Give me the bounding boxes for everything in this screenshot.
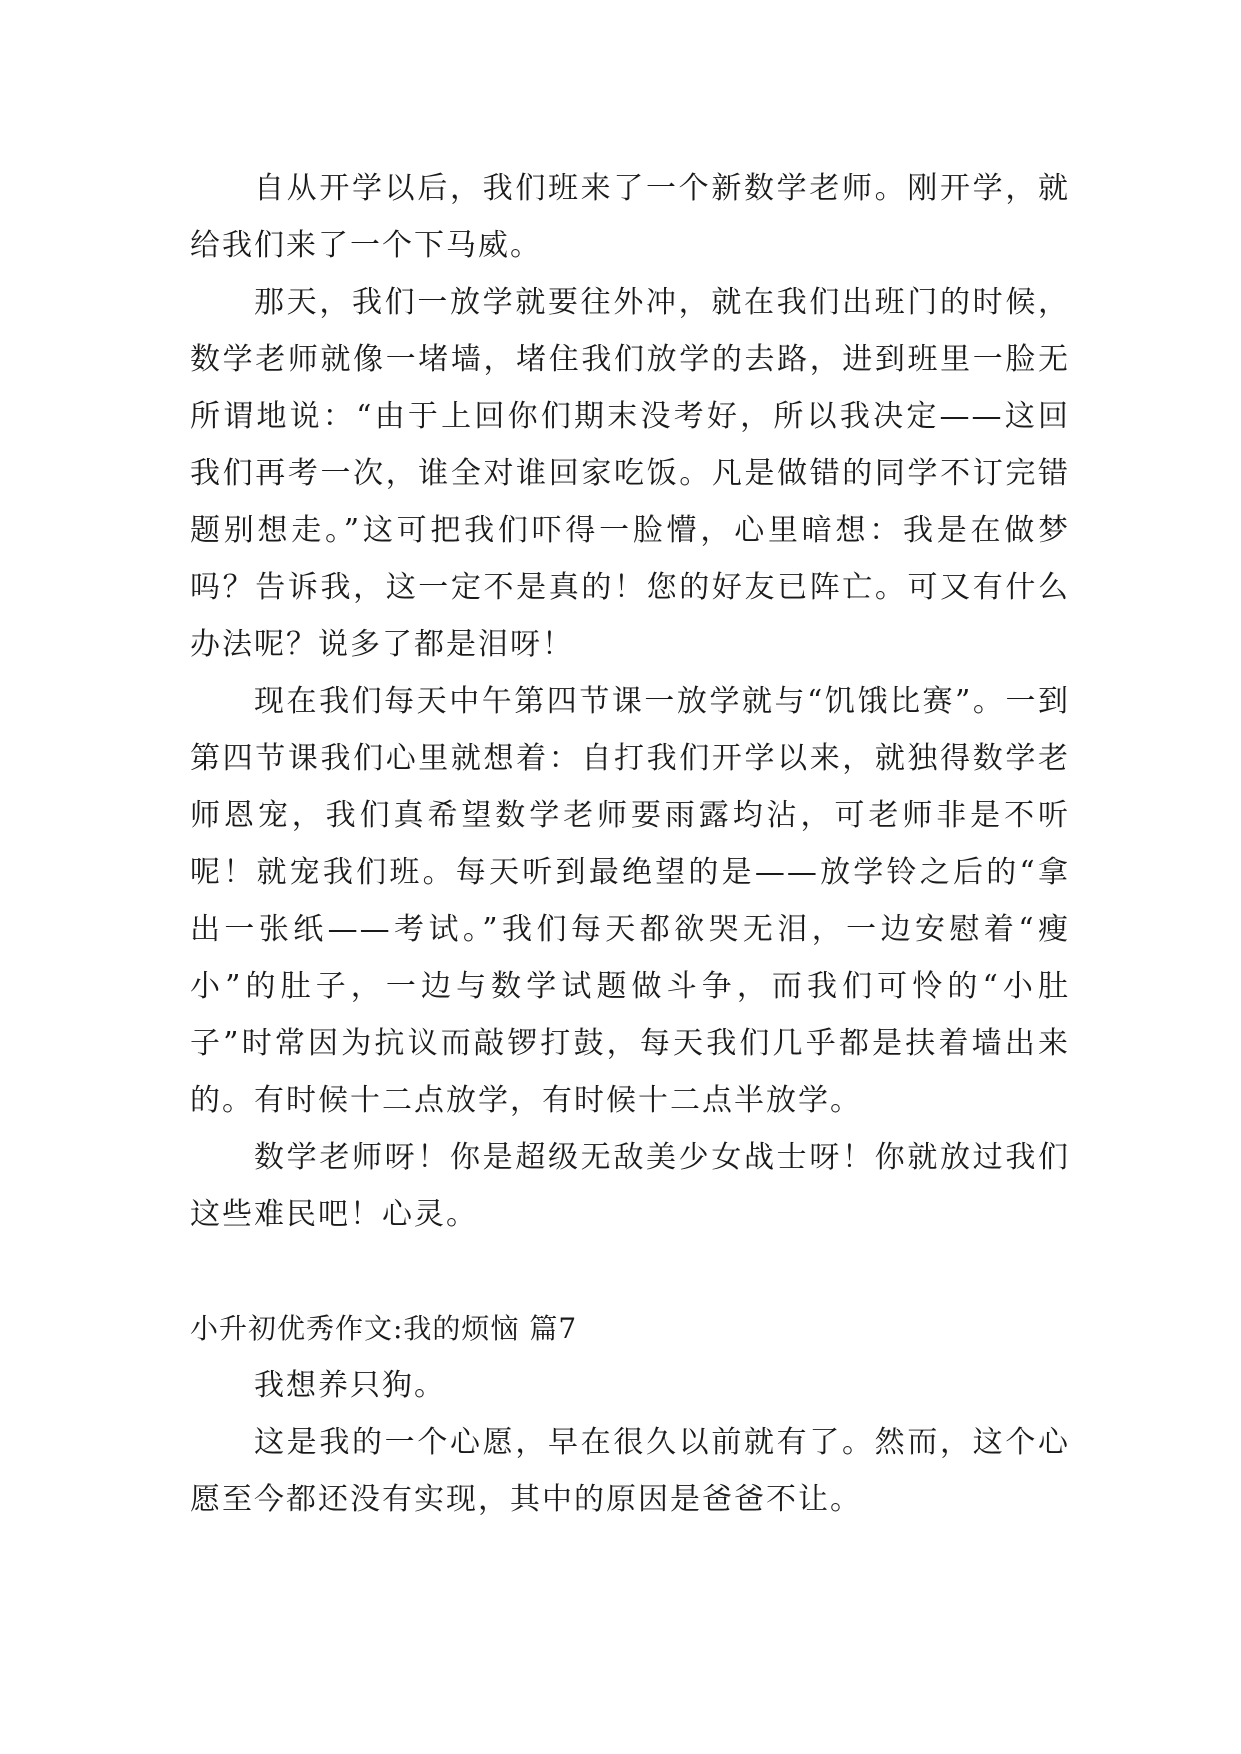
paragraph: 这是我的一个心愿，早在很久以前就有了。然而，这个心愿至今都还没有实现，其中的原因是爸爸不让。 <box>190 1425 1070 1517</box>
paragraph: 我想养只狗。 <box>254 1368 446 1403</box>
section-spacer <box>190 1243 1070 1300</box>
text-column <box>190 160 1070 1528</box>
paragraph: 现在我们每天中午第四节课一放学就与“饥饿比赛”。一到第四节课我们心里就想着：自打我们开学以来，就独得数学老师恩宠，我们真希望数学老师要雨露均沾，可老师非是不听呢！就宠我们班。每天听到最绝望的是——放学铃之后的“拿出一张纸——考试。”我们每天都欲哭无泪，一边安慰着“瘦小”的肚子，一边与数学试题做斗争，而我们可怜的“小肚子”时常因为抗议而敲锣打鼓，每天我们几乎都是扶着墙出来的。有时候十二点放学，有时候十二点半放学。 <box>190 684 1070 1118</box>
paragraph: 数学老师呀！你是超级无敌美少女战士呀！你就放过我们这些难民吧！心灵。 <box>190 1140 1070 1232</box>
paragraph: 自从开学以后，我们班来了一个新数学老师。刚开学，就给我们来了一个下马威。 <box>190 171 1070 263</box>
section-heading: 小升初优秀作文:我的烦恼 篇7 <box>190 1312 578 1345</box>
paragraph: 那天，我们一放学就要往外冲，就在我们出班门的时候，数学老师就像一堵墙，堵住我们放学的去路，进到班里一脸无所谓地说：“由于上回你们期末没考好，所以我决定——这回我们再考一次，谁全对谁回家吃饭。凡是做错的同学不订完错题别想走。”这可把我们吓得一脸懵，心里暗想：我是在做梦吗？告诉我，这一定不是真的！您的好友已阵亡。可又有什么办法呢？说多了都是泪呀！ <box>190 285 1070 662</box>
